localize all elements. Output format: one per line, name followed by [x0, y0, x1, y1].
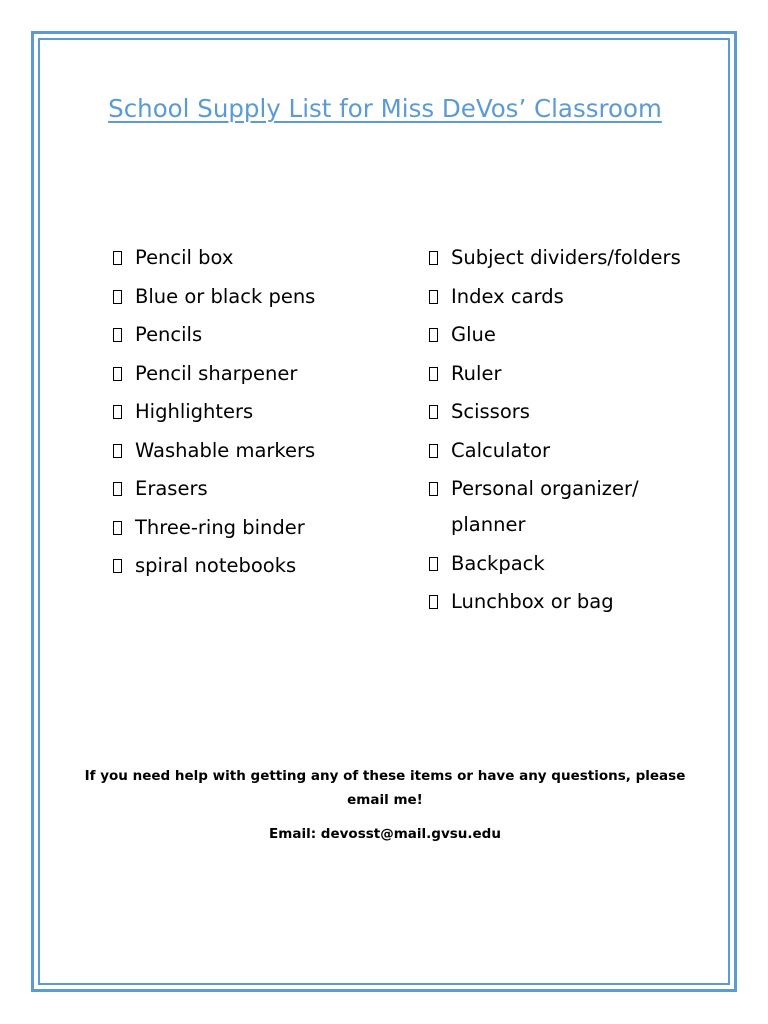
- checkbox-icon: [429, 595, 438, 609]
- list-item-label: spiral notebooks: [135, 554, 297, 577]
- list-item: [428, 279, 698, 315]
- list-item-label: Pencils: [135, 323, 203, 346]
- checkbox-icon: [113, 444, 122, 458]
- list-item: [112, 510, 412, 546]
- list-item-label: Washable markers: [135, 438, 316, 462]
- list-item: [112, 548, 412, 584]
- list-item-label: Pencil box: [135, 246, 234, 269]
- list-item: [112, 279, 412, 315]
- list-item: [112, 240, 412, 276]
- list-item: [428, 317, 698, 353]
- checkbox-icon: [429, 557, 438, 571]
- checkbox-icon: [429, 405, 438, 419]
- checkbox-icon: [113, 290, 122, 304]
- list-item: [112, 394, 412, 430]
- checkbox-icon: [429, 367, 438, 381]
- list-item: [428, 546, 698, 582]
- list-item-label: Personal organizer/ planner: [451, 477, 639, 536]
- list-item-label: Subject dividers/folders: [451, 246, 681, 269]
- help-note: If you need help with getting any of these items or have any questions, please email me!: [84, 768, 686, 808]
- contact-email: Email: devosst@mail.gvsu.edu: [269, 826, 501, 842]
- checkbox-icon: [113, 405, 122, 419]
- checkbox-icon: [429, 251, 438, 265]
- list-item: [112, 317, 412, 353]
- list-item-label: Index cards: [451, 284, 564, 308]
- checkbox-icon: [429, 290, 438, 304]
- supply-list-left: [112, 240, 412, 587]
- list-item: [428, 433, 698, 469]
- list-item: [428, 471, 698, 543]
- list-item-label: Calculator: [451, 438, 551, 462]
- checkbox-icon: [429, 482, 438, 496]
- list-item-label: Pencil sharpener: [135, 361, 298, 385]
- checkbox-icon: [113, 367, 122, 381]
- checkbox-icon: [113, 482, 122, 496]
- list-item-label: Glue: [451, 323, 496, 346]
- list-item: [428, 356, 698, 392]
- list-item-label: Three-ring binder: [135, 515, 305, 539]
- list-item-label: Scissors: [451, 400, 530, 423]
- supply-list-right: [428, 240, 698, 623]
- list-item: [112, 356, 412, 392]
- list-item: [112, 433, 412, 469]
- checkbox-icon: [113, 251, 122, 265]
- checkbox-icon: [113, 559, 122, 573]
- list-item: [428, 584, 698, 620]
- checkbox-icon: [429, 328, 438, 342]
- checkbox-icon: [429, 444, 438, 458]
- page-title: School Supply List for Miss DeVos’ Classroom: [108, 94, 662, 123]
- list-item-label: Backpack: [451, 551, 545, 575]
- list-item: [428, 240, 698, 276]
- checkbox-icon: [113, 328, 122, 342]
- checkbox-icon: [113, 521, 122, 535]
- list-item-label: Blue or black pens: [135, 284, 316, 308]
- list-item: [112, 471, 412, 507]
- list-item-label: Lunchbox or bag: [451, 590, 614, 613]
- list-item: [428, 394, 698, 430]
- list-item-label: Ruler: [451, 361, 502, 385]
- list-item-label: Erasers: [135, 477, 208, 500]
- list-item-label: Highlighters: [135, 400, 254, 423]
